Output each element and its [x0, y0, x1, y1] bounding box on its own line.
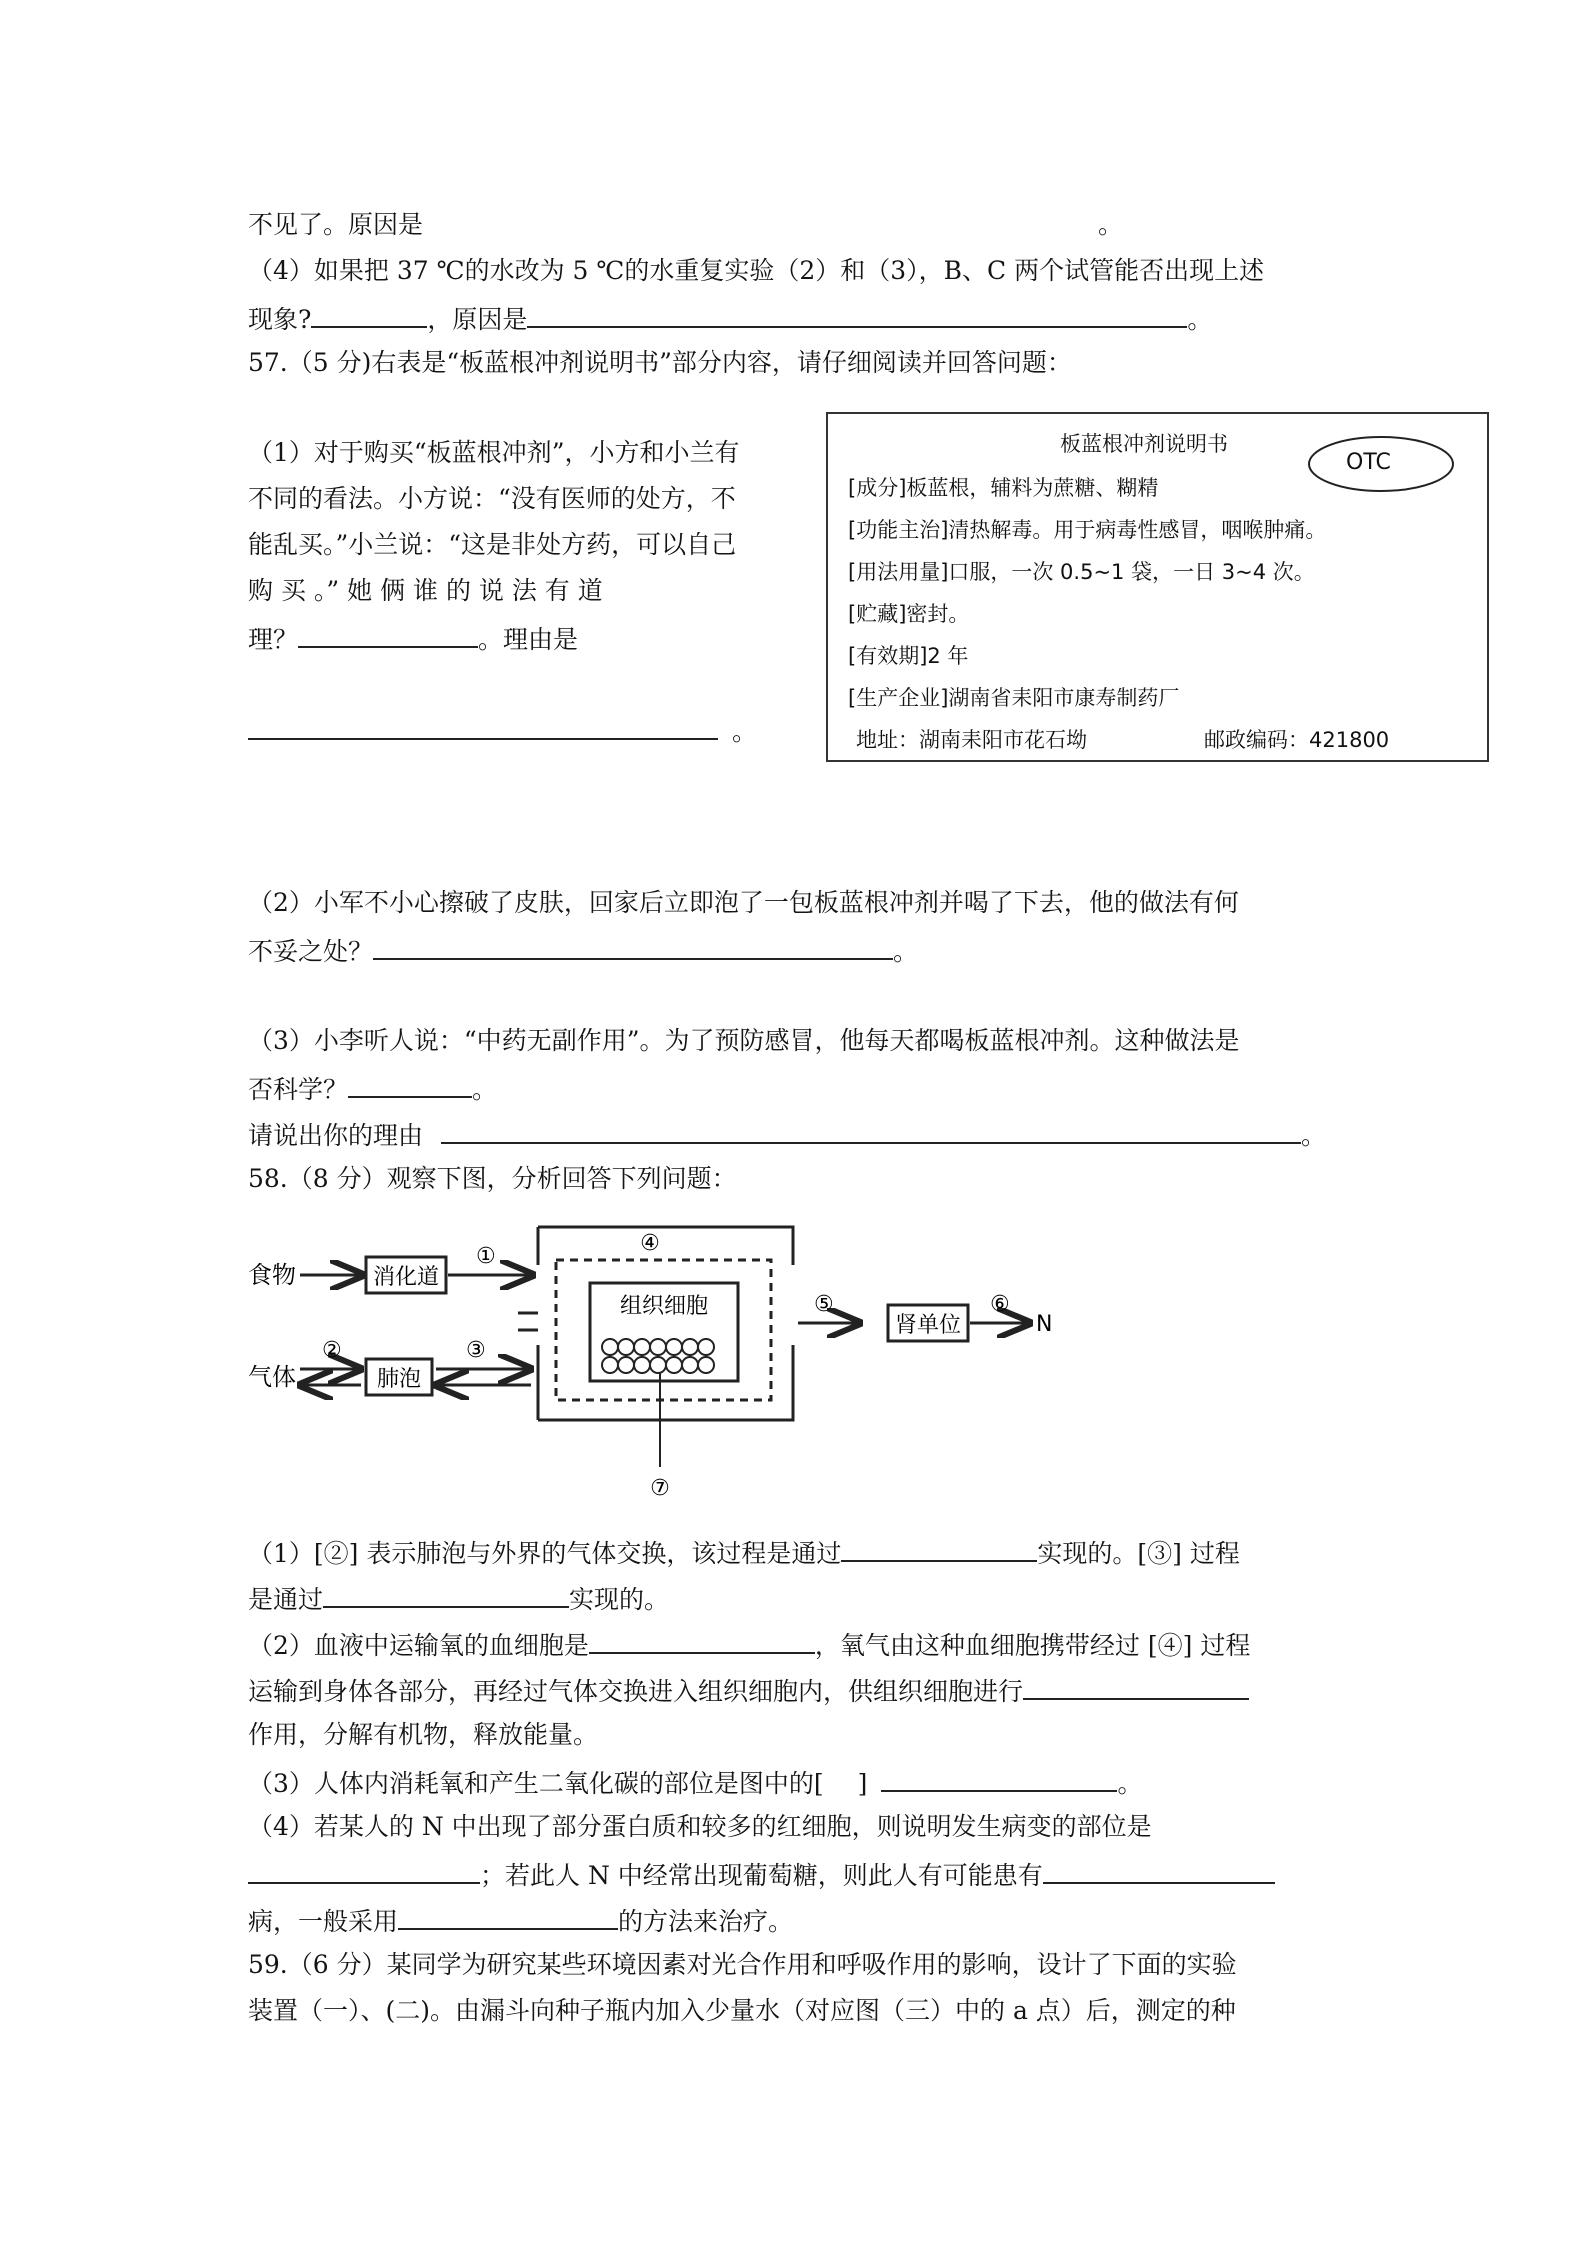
text: ，原因是: [427, 305, 528, 334]
text: （3）人体内消耗氧和产生二氧化碳的部位是图中的[: [248, 1769, 824, 1798]
text: 。: [1187, 305, 1213, 334]
q58-1-line: [248, 1534, 1240, 1571]
food-label: 食物: [248, 1261, 296, 1289]
text: ]: [857, 1769, 868, 1798]
leaflet-validity: [有效期]2 年: [848, 644, 969, 668]
answer-blank[interactable]: [373, 932, 893, 960]
q57-3-line: [248, 1070, 497, 1107]
text: 病，一般采用: [248, 1907, 399, 1936]
marker-7: ⑦: [650, 1476, 670, 1501]
leaflet-title: 板蓝根冲剂说明书: [1060, 432, 1228, 456]
text: 。: [472, 1075, 498, 1104]
q58-2-line: [248, 1672, 1249, 1709]
answer-blank[interactable]: [1023, 1672, 1249, 1700]
q58-4-line: （4）若某人的 N 中出现了部分蛋白质和较多的红细胞，则说明发生病变的部位是: [248, 1812, 1152, 1841]
answer-blank[interactable]: [311, 300, 427, 328]
line-q56-4: （4）如果把 37 ℃的水改为 5 ℃的水重复实验（2）和（3），B、C 两个试管能否出现上述: [248, 256, 1265, 285]
text: 。: [732, 717, 758, 746]
q57-2-line: [248, 932, 918, 969]
marker-3: ③: [466, 1338, 486, 1363]
q57-1-line: （1）对于购买“板蓝根冲剂”，小方和小兰有: [248, 438, 740, 467]
q58-4-line: [248, 1856, 1275, 1893]
body-circulation-diagram: [248, 1205, 1148, 1515]
answer-blank[interactable]: [841, 1534, 1037, 1562]
text: 理？: [248, 625, 299, 654]
text: 。: [1098, 210, 1124, 239]
leaflet-postcode: 邮政编码：421800: [1204, 728, 1390, 752]
question-57: 57.（5 分)右表是“板蓝根冲剂说明书”部分内容，请仔细阅读并回答问题：: [248, 348, 1072, 377]
marker-4: ④: [640, 1231, 660, 1256]
n-label: N: [1036, 1312, 1053, 1337]
text: 不见了。原因是: [248, 210, 424, 239]
leaflet-indications: [功能主治]清热解毒。用于病毒性感冒，咽喉肿痛。: [848, 518, 1327, 542]
leaflet-manufacturer: [生产企业]湖南省耒阳市康寿制药厂: [848, 686, 1180, 710]
tissue-label: 组织细胞: [619, 1294, 709, 1319]
q58-1-line: [248, 1580, 669, 1617]
text: 。: [893, 937, 919, 966]
q57-1-line: 购 买 。” 她 俩 谁 的 说 法 有 道: [248, 576, 603, 605]
alveoli-label: 肺泡: [376, 1367, 422, 1392]
q58-2-line: [248, 1626, 1250, 1663]
q57-1-line: 能乱买。”小兰说：“这是非处方药，可以自己: [248, 530, 737, 559]
text: 现象?: [248, 305, 312, 334]
marker-5: ⑤: [814, 1292, 834, 1317]
q57-1-line: 不同的看法。小方说：“没有医师的处方，不: [248, 484, 736, 513]
question-59: 59.（6 分）某同学为研究某些环境因素对光合作用和呼吸作用的影响，设计了下面的实验: [248, 1950, 1237, 1979]
otc-label: OTC: [1346, 450, 1391, 475]
answer-blank[interactable]: [441, 1116, 1301, 1144]
text: （1）[②] 表示肺泡与外界的气体交换，该过程是通过: [248, 1539, 842, 1568]
leaflet-ingredients: [成分]板蓝根，辅料为蔗糖、糊精: [848, 476, 1159, 500]
text: 。理由是: [478, 625, 579, 654]
q58-2-line: 作用，分解有机物，释放能量。: [248, 1720, 599, 1749]
question-58: 58.（8 分）观察下图，分析回答下列问题：: [248, 1164, 737, 1193]
q57-3-line: （3）小李听人说：“中药无副作用”。为了预防感冒，他每天都喝板蓝根冲剂。这种做法是: [248, 1026, 1240, 1055]
answer-blank[interactable]: [589, 1626, 815, 1654]
marker-1: ①: [476, 1244, 496, 1269]
gas-label: 气体: [248, 1363, 296, 1391]
digestive-label: 消化道: [372, 1265, 440, 1290]
text: （2）血液中运输氧的血细胞是: [248, 1631, 589, 1660]
marker-6: ⑥: [990, 1292, 1010, 1317]
line-q56-3-tail: [248, 208, 1124, 242]
text: 。: [1117, 1769, 1143, 1798]
q57-2-line: （2）小军不小心擦破了皮肤，回家后立即泡了一包板蓝根冲剂并喝了下去，他的做法有何: [248, 888, 1239, 917]
q58-4-line: [248, 1902, 793, 1939]
medicine-leaflet: [826, 412, 1489, 762]
q57-3-line: [248, 1116, 1326, 1153]
answer-blank[interactable]: [248, 1856, 480, 1884]
text: 实现的。[③] 过程: [1037, 1539, 1240, 1568]
answer-blank[interactable]: [881, 1764, 1117, 1792]
answer-blank[interactable]: [298, 620, 478, 648]
leaflet-dosage: [用法用量]口服，一次 0.5~1 袋，一日 3~4 次。: [848, 560, 1315, 584]
answer-blank[interactable]: [248, 712, 718, 740]
question-59-line: 装置（一）、(二)。由漏斗向种子瓶内加入少量水（对应图（三）中的 a 点）后，测定的种: [248, 1996, 1236, 2025]
answer-blank[interactable]: [1043, 1856, 1275, 1884]
text: 实现的。: [569, 1585, 670, 1614]
circulation-gap: [518, 1313, 538, 1330]
leaflet-storage: [贮藏]密封。: [848, 602, 970, 626]
q57-1-line: [248, 620, 578, 657]
text: 的方法来治疗。: [618, 1907, 794, 1936]
q58-3-line: [248, 1764, 1142, 1801]
answer-blank[interactable]: [348, 1070, 472, 1098]
text: 。: [1301, 1121, 1327, 1150]
text: 运输到身体各部分，再经过气体交换进入组织细胞内，供组织细胞进行: [248, 1677, 1024, 1706]
text: 不妥之处？: [248, 937, 374, 966]
answer-blank[interactable]: [323, 1580, 569, 1608]
marker-2: ②: [322, 1338, 342, 1363]
answer-blank[interactable]: [527, 300, 1187, 328]
line-q56-4b: [248, 300, 1212, 337]
kidney-label: 肾单位: [894, 1313, 962, 1338]
text: ，氧气由这种血细胞携带经过 [④] 过程: [814, 1631, 1251, 1660]
text: 否科学？: [248, 1075, 349, 1104]
text: ；若此人 N 中经常出现葡萄糖，则此人有可能患有: [480, 1861, 1043, 1890]
text: 请说出你的理由: [248, 1121, 424, 1150]
leaflet-address: 地址：湖南耒阳市花石坳: [856, 728, 1087, 752]
answer-blank[interactable]: [398, 1902, 618, 1930]
text: 是通过: [248, 1585, 324, 1614]
q57-1-line: [248, 712, 757, 749]
